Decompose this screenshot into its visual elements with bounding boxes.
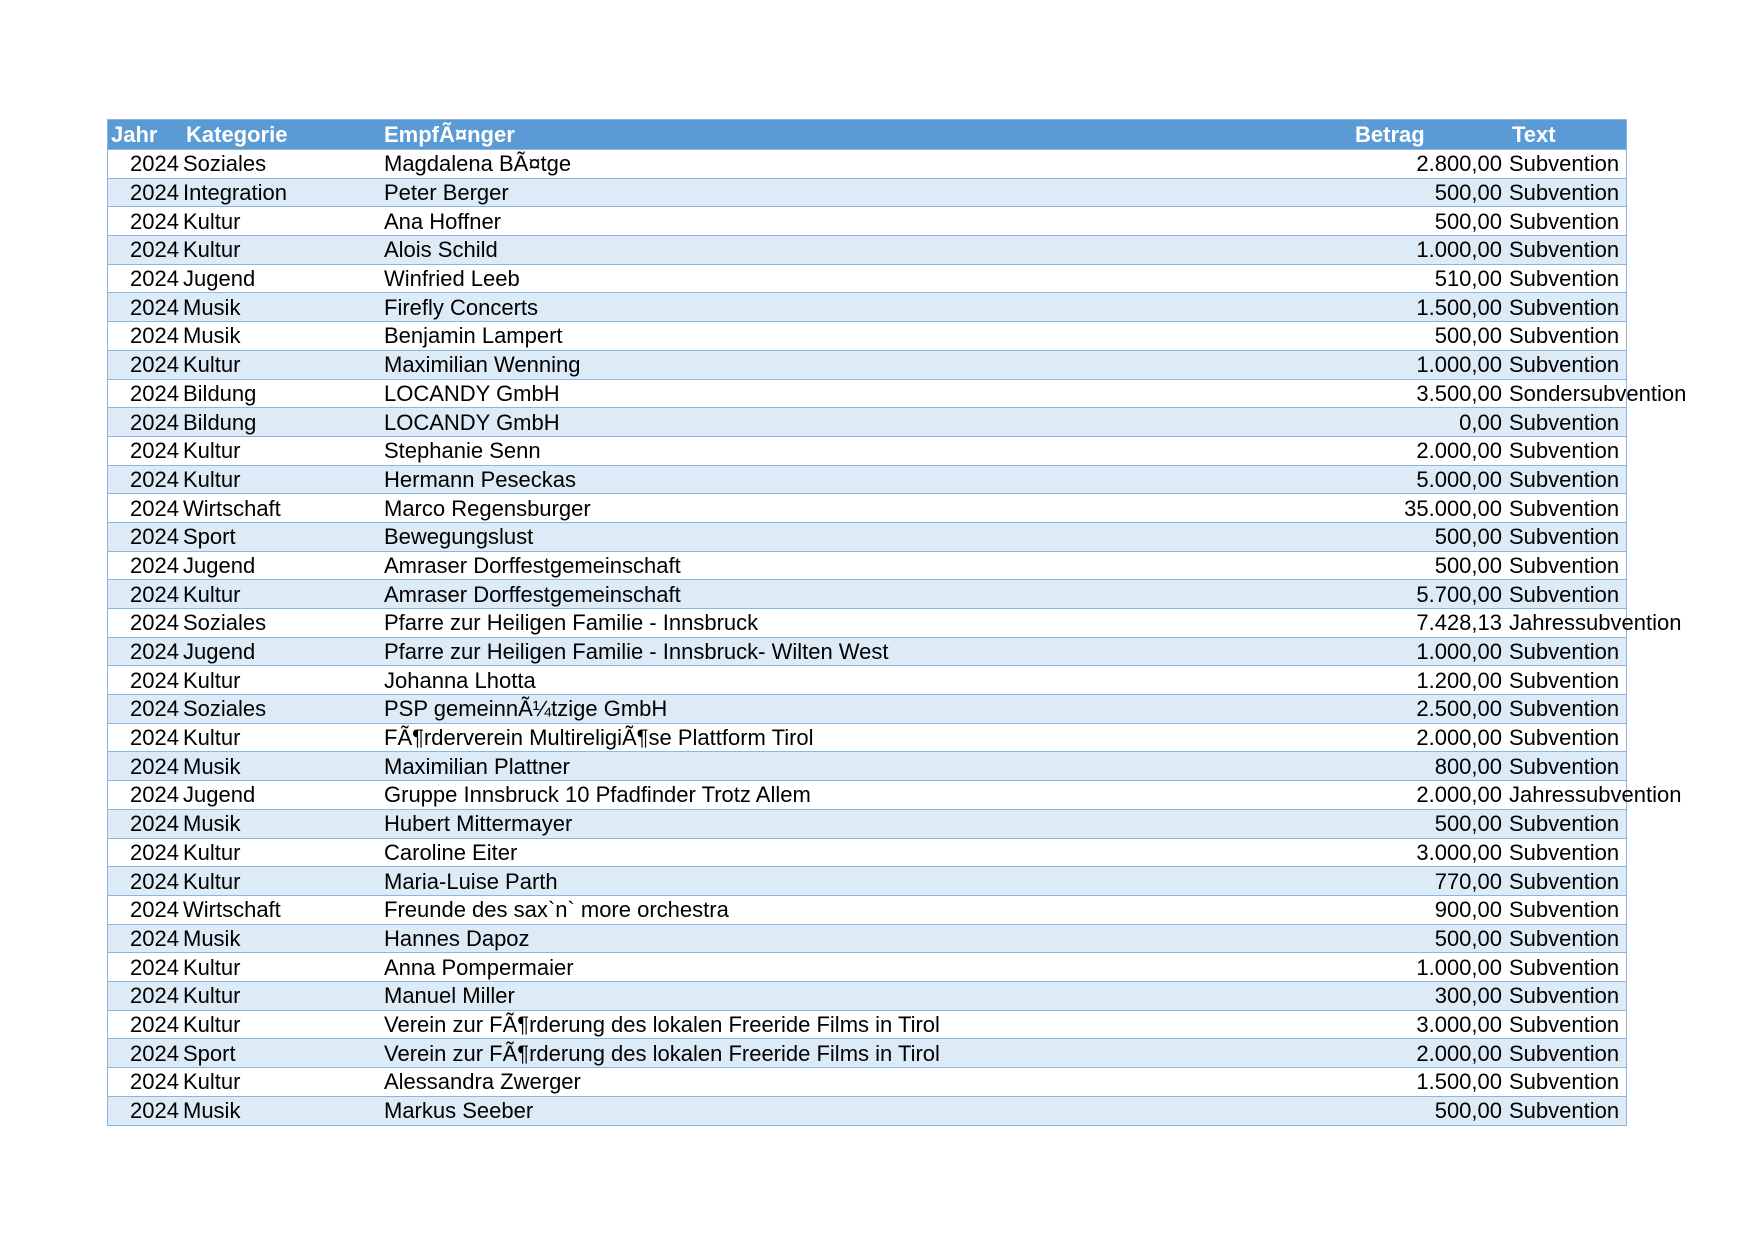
cell-jahr: 2024	[130, 839, 179, 865]
cell-text: Subvention	[1509, 868, 1620, 894]
cell-empfaenger: Benjamin Lampert	[384, 323, 563, 349]
cell-jahr: 2024	[130, 925, 179, 951]
cell-empfaenger: Verein zur FÃ¶rderung des lokalen Freeride Films in Tirol	[384, 1011, 940, 1037]
cell-text: Subvention	[1509, 352, 1620, 378]
cell-jahr: 2024	[130, 1040, 179, 1066]
cell-kategorie: Integration	[183, 180, 287, 206]
table-row	[108, 379, 1626, 408]
cell-text: Subvention	[1509, 409, 1620, 435]
table-row	[108, 867, 1626, 896]
cell-betrag: 2.000,00	[1416, 1040, 1502, 1066]
cell-betrag: 3.000,00	[1416, 839, 1502, 865]
table-row	[108, 809, 1626, 838]
cell-text: Subvention	[1509, 524, 1620, 550]
cell-kategorie: Kultur	[183, 208, 241, 234]
cell-text: Jahressubvention	[1509, 610, 1682, 636]
cell-text: Jahressubvention	[1509, 782, 1682, 808]
table-row	[108, 465, 1626, 494]
cell-betrag: 510,00	[1434, 266, 1502, 292]
cell-empfaenger: Caroline Eiter	[384, 839, 518, 865]
cell-jahr: 2024	[130, 753, 179, 779]
cell-text: Subvention	[1509, 811, 1620, 837]
cell-text: Subvention	[1509, 552, 1620, 578]
cell-text: Subvention	[1509, 466, 1620, 492]
cell-betrag: 3.000,00	[1416, 1011, 1502, 1037]
cell-text: Subvention	[1509, 753, 1620, 779]
cell-text: Subvention	[1509, 237, 1620, 263]
cell-kategorie: Bildung	[183, 409, 257, 435]
cell-jahr: 2024	[130, 1069, 179, 1095]
table-row	[108, 522, 1626, 551]
cell-text: Subvention	[1509, 1011, 1620, 1037]
table-row	[108, 1039, 1626, 1068]
cell-text: Subvention	[1509, 725, 1620, 751]
cell-text: Subvention	[1509, 1098, 1620, 1124]
table-row	[108, 207, 1626, 236]
cell-jahr: 2024	[130, 983, 179, 1009]
cell-jahr: 2024	[130, 897, 179, 923]
cell-text: Subvention	[1509, 925, 1620, 951]
cell-jahr: 2024	[130, 811, 179, 837]
table-row	[108, 1068, 1626, 1097]
cell-text: Subvention	[1509, 266, 1620, 292]
cell-empfaenger: Ana Hoffner	[384, 208, 502, 234]
table-row	[108, 580, 1626, 609]
cell-empfaenger: Winfried Leeb	[384, 266, 520, 292]
cell-empfaenger: Hermann Peseckas	[384, 466, 576, 492]
cell-empfaenger: Maximilian Plattner	[384, 753, 570, 779]
cell-kategorie: Musik	[183, 323, 241, 349]
cell-betrag: 1.500,00	[1416, 294, 1502, 320]
cell-betrag: 500,00	[1434, 524, 1502, 550]
cell-betrag: 1.200,00	[1416, 667, 1502, 693]
cell-betrag: 3.500,00	[1416, 380, 1502, 406]
cell-text: Subvention	[1509, 581, 1620, 607]
cell-jahr: 2024	[130, 180, 179, 206]
cell-empfaenger: Marco Regensburger	[384, 495, 591, 521]
cell-text: Subvention	[1509, 323, 1620, 349]
cell-kategorie: Musik	[183, 811, 241, 837]
cell-jahr: 2024	[130, 151, 179, 177]
table-row	[108, 781, 1626, 810]
table-row	[108, 408, 1626, 437]
cell-jahr: 2024	[130, 208, 179, 234]
table-row	[108, 150, 1626, 179]
table-row	[108, 264, 1626, 293]
cell-betrag: 500,00	[1434, 811, 1502, 837]
cell-text: Subvention	[1509, 1040, 1620, 1066]
cell-text: Subvention	[1509, 897, 1620, 923]
cell-betrag: 1.000,00	[1416, 954, 1502, 980]
cell-text: Subvention	[1509, 983, 1620, 1009]
cell-text: Subvention	[1509, 294, 1620, 320]
cell-kategorie: Kultur	[183, 466, 241, 492]
cell-text: Subvention	[1509, 839, 1620, 865]
cell-jahr: 2024	[130, 610, 179, 636]
cell-betrag: 35.000,00	[1404, 495, 1502, 521]
cell-empfaenger: LOCANDY GmbH	[384, 380, 560, 406]
cell-betrag: 2.000,00	[1416, 782, 1502, 808]
cell-empfaenger: Pfarre zur Heiligen Familie - Innsbruck	[384, 610, 759, 636]
cell-betrag: 0,00	[1459, 409, 1502, 435]
cell-kategorie: Kultur	[183, 1011, 241, 1037]
cell-jahr: 2024	[130, 667, 179, 693]
cell-jahr: 2024	[130, 725, 179, 751]
cell-kategorie: Jugend	[183, 266, 256, 292]
cell-empfaenger: Alessandra Zwerger	[384, 1069, 581, 1095]
table-row	[108, 494, 1626, 523]
table-row	[108, 924, 1626, 953]
cell-betrag: 2.000,00	[1416, 725, 1502, 751]
cell-betrag: 300,00	[1434, 983, 1502, 1009]
cell-kategorie: Kultur	[183, 1069, 241, 1095]
cell-jahr: 2024	[130, 1011, 179, 1037]
cell-betrag: 2.800,00	[1416, 151, 1502, 177]
cell-empfaenger: Firefly Concerts	[384, 294, 539, 320]
cell-jahr: 2024	[130, 782, 179, 808]
cell-jahr: 2024	[130, 639, 179, 665]
cell-text: Subvention	[1509, 495, 1620, 521]
cell-empfaenger: Freunde des sax`n` more orchestra	[384, 897, 729, 923]
cell-empfaenger: Amraser Dorffestgemeinschaft	[384, 552, 681, 578]
cell-empfaenger: Pfarre zur Heiligen Familie - Innsbruck- Wilten West	[384, 639, 889, 665]
cell-empfaenger: Bewegungslust	[384, 524, 534, 550]
cell-kategorie: Jugend	[183, 552, 256, 578]
cell-kategorie: Musik	[183, 753, 241, 779]
cell-empfaenger: Verein zur FÃ¶rderung des lokalen Freeride Films in Tirol	[384, 1040, 940, 1066]
header-empfaenger: EmpfÃ¤nger	[384, 122, 515, 147]
cell-kategorie: Kultur	[183, 237, 241, 263]
cell-jahr: 2024	[130, 266, 179, 292]
cell-betrag: 1.000,00	[1416, 237, 1502, 263]
cell-empfaenger: FÃ¶rderverein MultireligiÃ¶se Plattform Tirol	[384, 725, 814, 751]
table-row	[108, 695, 1626, 724]
cell-text: Subvention	[1509, 1069, 1620, 1095]
cell-jahr: 2024	[130, 323, 179, 349]
subsidy-table	[108, 120, 1687, 1125]
table-row	[108, 322, 1626, 351]
cell-text: Subvention	[1509, 208, 1620, 234]
cell-empfaenger: Johanna Lhotta	[384, 667, 536, 693]
cell-kategorie: Kultur	[183, 667, 241, 693]
cell-kategorie: Musik	[183, 294, 241, 320]
cell-betrag: 500,00	[1434, 552, 1502, 578]
cell-empfaenger: Hannes Dapoz	[384, 925, 530, 951]
cell-empfaenger: Anna Pompermaier	[384, 954, 574, 980]
cell-betrag: 500,00	[1434, 925, 1502, 951]
cell-text: Subvention	[1509, 639, 1620, 665]
table-row	[108, 1096, 1626, 1125]
header-kategorie: Kategorie	[186, 122, 288, 147]
cell-text: Subvention	[1509, 954, 1620, 980]
cell-betrag: 5.000,00	[1416, 466, 1502, 492]
table-row	[108, 838, 1626, 867]
cell-empfaenger: Amraser Dorffestgemeinschaft	[384, 581, 681, 607]
cell-kategorie: Kultur	[183, 581, 241, 607]
cell-betrag: 2.000,00	[1416, 438, 1502, 464]
header-row	[108, 120, 1626, 150]
cell-betrag: 900,00	[1434, 897, 1502, 923]
cell-kategorie: Kultur	[183, 983, 241, 1009]
cell-jahr: 2024	[130, 409, 179, 435]
cell-jahr: 2024	[130, 581, 179, 607]
cell-betrag: 500,00	[1434, 208, 1502, 234]
cell-empfaenger: Hubert Mittermayer	[384, 811, 573, 837]
table-row	[108, 609, 1626, 638]
cell-empfaenger: Stephanie Senn	[384, 438, 541, 464]
cell-text: Subvention	[1509, 180, 1620, 206]
cell-jahr: 2024	[130, 868, 179, 894]
table-row	[108, 350, 1626, 379]
cell-betrag: 2.500,00	[1416, 696, 1502, 722]
table-row	[108, 436, 1626, 465]
cell-betrag: 500,00	[1434, 180, 1502, 206]
cell-jahr: 2024	[130, 438, 179, 464]
cell-empfaenger: PSP gemeinnÃ¼tzige GmbH	[384, 696, 668, 722]
cell-empfaenger: Manuel Miller	[384, 983, 515, 1009]
cell-jahr: 2024	[130, 552, 179, 578]
table-body	[108, 150, 1687, 1125]
cell-empfaenger: Maria-Luise Parth	[384, 868, 558, 894]
cell-betrag: 7.428,13	[1416, 610, 1502, 636]
cell-betrag: 5.700,00	[1416, 581, 1502, 607]
cell-empfaenger: Magdalena BÃ¤tge	[384, 151, 572, 177]
cell-jahr: 2024	[130, 294, 179, 320]
cell-betrag: 800,00	[1434, 753, 1502, 779]
subsidy-table-container	[107, 119, 1687, 1126]
header-jahr: Jahr	[111, 122, 158, 147]
table-row	[108, 895, 1626, 924]
cell-jahr: 2024	[130, 237, 179, 263]
table-row	[108, 953, 1626, 982]
cell-betrag: 770,00	[1434, 868, 1502, 894]
cell-text: Subvention	[1509, 696, 1620, 722]
header-betrag: Betrag	[1355, 122, 1425, 147]
table-row	[108, 752, 1626, 781]
cell-empfaenger: Maximilian Wenning	[384, 352, 581, 378]
cell-empfaenger: LOCANDY GmbH	[384, 409, 560, 435]
cell-betrag: 1.500,00	[1416, 1069, 1502, 1095]
cell-kategorie: Sport	[183, 1040, 236, 1066]
cell-jahr: 2024	[130, 524, 179, 550]
cell-jahr: 2024	[130, 466, 179, 492]
cell-betrag: 1.000,00	[1416, 352, 1502, 378]
cell-kategorie: Kultur	[183, 868, 241, 894]
cell-kategorie: Soziales	[183, 696, 267, 722]
cell-jahr: 2024	[130, 696, 179, 722]
table-row	[108, 293, 1626, 322]
cell-empfaenger: Peter Berger	[384, 180, 509, 206]
cell-empfaenger: Gruppe Innsbruck 10 Pfadfinder Trotz Allem	[384, 782, 811, 808]
cell-kategorie: Bildung	[183, 380, 257, 406]
table-row	[108, 236, 1626, 265]
table-row	[108, 723, 1626, 752]
cell-text: Subvention	[1509, 438, 1620, 464]
cell-jahr: 2024	[130, 1098, 179, 1124]
cell-betrag: 500,00	[1434, 323, 1502, 349]
table-row	[108, 1010, 1626, 1039]
cell-jahr: 2024	[130, 380, 179, 406]
table-row	[108, 637, 1626, 666]
cell-jahr: 2024	[130, 954, 179, 980]
cell-kategorie: Kultur	[183, 954, 241, 980]
cell-text: Subvention	[1509, 151, 1620, 177]
cell-jahr: 2024	[130, 352, 179, 378]
table-header	[108, 120, 1626, 150]
cell-kategorie: Soziales	[183, 610, 267, 636]
cell-kategorie: Wirtschaft	[183, 897, 281, 923]
cell-betrag: 500,00	[1434, 1098, 1502, 1124]
cell-text: Subvention	[1509, 667, 1620, 693]
cell-kategorie: Kultur	[183, 839, 241, 865]
cell-kategorie: Jugend	[183, 639, 256, 665]
cell-kategorie: Musik	[183, 925, 241, 951]
cell-betrag: 1.000,00	[1416, 639, 1502, 665]
cell-kategorie: Soziales	[183, 151, 267, 177]
cell-kategorie: Sport	[183, 524, 236, 550]
header-text: Text	[1512, 122, 1556, 147]
cell-empfaenger: Markus Seeber	[384, 1098, 534, 1124]
cell-kategorie: Kultur	[183, 438, 241, 464]
cell-kategorie: Musik	[183, 1098, 241, 1124]
cell-kategorie: Wirtschaft	[183, 495, 281, 521]
table-row	[108, 981, 1626, 1010]
cell-text: Sondersubvention	[1509, 380, 1687, 406]
cell-kategorie: Kultur	[183, 352, 241, 378]
table-row	[108, 178, 1626, 207]
cell-kategorie: Jugend	[183, 782, 256, 808]
cell-jahr: 2024	[130, 495, 179, 521]
table-row	[108, 666, 1626, 695]
cell-kategorie: Kultur	[183, 725, 241, 751]
table-row	[108, 551, 1626, 580]
cell-empfaenger: Alois Schild	[384, 237, 498, 263]
